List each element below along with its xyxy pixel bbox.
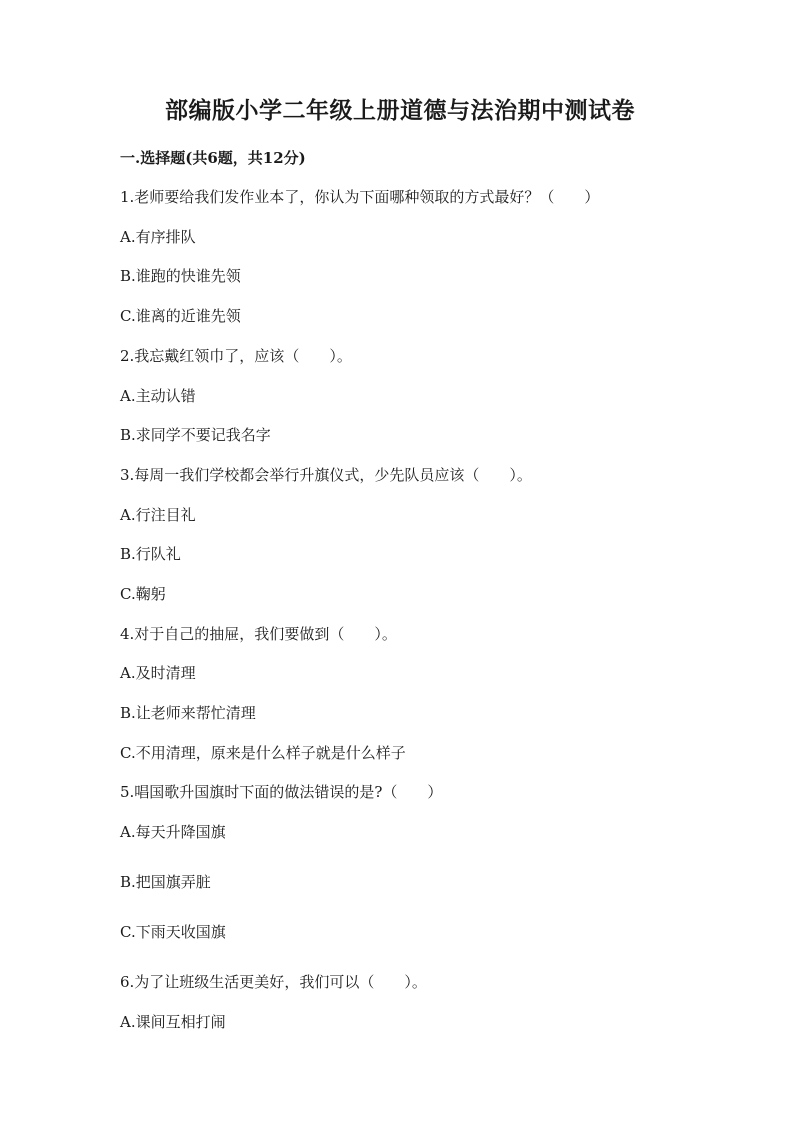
option-1c: C.谁离的近谁先领 [120, 307, 241, 325]
option-6a: A.课间互相打闹 [120, 1013, 226, 1031]
option-4a: A.及时清理 [120, 664, 196, 682]
question-3: 3.每周一我们学校都会举行升旗仪式，少先队员应该（ ）。 [120, 466, 532, 484]
question-6: 6.为了让班级生活更美好，我们可以（ ）。 [120, 973, 427, 991]
question-5: 5.唱国歌升国旗时下面的做法错误的是?（ ） [120, 783, 443, 801]
option-2b: B.求同学不要记我名字 [120, 426, 271, 444]
page-title: 部编版小学二年级上册道德与法治期中测试卷 [165, 97, 635, 124]
option-5c: C.下雨天收国旗 [120, 923, 226, 941]
option-5a: A.每天升降国旗 [120, 823, 226, 841]
option-1b: B.谁跑的快谁先领 [120, 267, 241, 285]
option-3a: A.行注目礼 [120, 506, 196, 524]
option-2a: A.主动认错 [120, 387, 196, 405]
option-5b: B.把国旗弄脏 [120, 873, 211, 891]
question-1: 1.老师要给我们发作业本了，你认为下面哪种领取的方式最好？（ ） [120, 188, 600, 206]
question-4: 4.对于自己的抽屉，我们要做到（ ）。 [120, 625, 397, 643]
option-3c: C.鞠躬 [120, 585, 166, 603]
option-1a: A.有序排队 [120, 228, 196, 246]
option-3b: B.行队礼 [120, 545, 181, 563]
option-4c: C.不用清理，原来是什么样子就是什么样子 [120, 744, 406, 762]
question-2: 2.我忘戴红领巾了，应该（ ）。 [120, 347, 352, 365]
section-heading: 一.选择题(共6题，共12分) [120, 149, 306, 167]
option-4b: B.让老师来帮忙清理 [120, 704, 256, 722]
